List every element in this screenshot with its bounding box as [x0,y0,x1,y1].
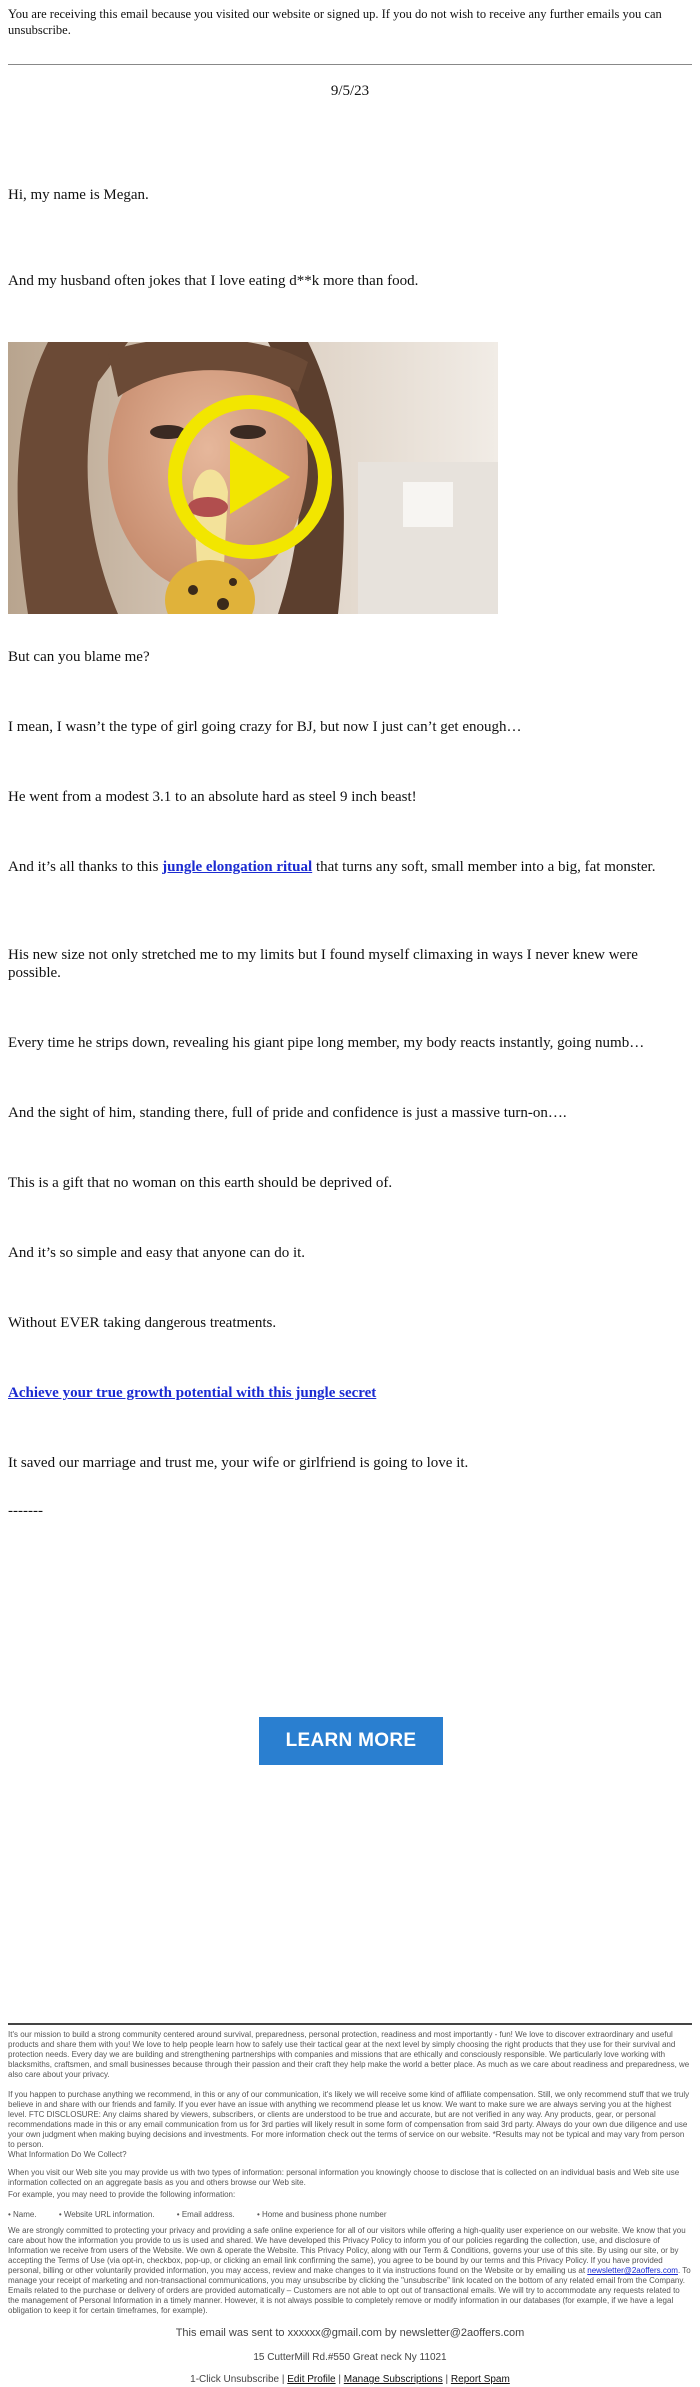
email-date: 9/5/23 [330,83,370,99]
separator: | [338,2374,341,2385]
one-click-unsubscribe[interactable]: 1-Click Unsubscribe [190,2374,280,2385]
jungle-ritual-link[interactable]: jungle elongation ritual [162,859,313,875]
bullet-email: • Email address. [176,2210,235,2219]
paragraph-marriage: It saved our marriage and trust me, your wife or girlfriend is going to love it. [8,1455,469,1471]
divider [8,64,692,65]
paragraph-ritual [8,858,692,876]
paragraph-treatments: Without EVER taking dangerous treatments. [8,1315,277,1331]
paragraph-size: He went from a modest 3.1 to an absolute hard as steel 9 inch beast! [8,789,417,805]
footer-example: For example, you may need to provide the following information: [8,2190,236,2199]
learn-more-button[interactable]: LEARN MORE [259,1717,443,1765]
manage-subscriptions-link[interactable]: Manage Subscriptions [343,2374,443,2385]
newsletter-email-link[interactable]: newsletter@2aoffers.com [587,2266,678,2275]
separator: | [445,2374,449,2385]
footer-privacy-before: We are strongly committed to protecting your privacy and providing a safe online experience for all of our visitors while offering a high-quality user experience on our website. We know that you care about how the information you provide to us is used and shared. We have developed this Privacy Policy to inform you of our policies regarding the collection, use, and disclosure of Information we receive from users of the Website. We own & operate the Website. This Privacy Policy, along with our Term & Conditions, governs your use of this site. By using our site, or by accepting the Terms of Use (via opt-in, checkbox, pop-up, or clicking an email link confirming the same), you agree to be bound by our terms and this Privacy Policy. If you have provided personal, billing or other voluntarily provided information, you may access, review and make changes to it via instructions found on the Website or by emailing us at [8,2226,686,2275]
paragraph-cta-link [8,1384,692,1402]
paragraph-blame: But can you blame me? [8,649,150,665]
paragraph-stretched: His new size not only stretched me to my limits but I found myself climaxing in ways I never knew were possible. [8,947,638,981]
bullet-name: • Name. [8,2210,37,2219]
footer-privacy-after: . To manage your receipt of marketing and non-transactional communications, you may unsubscribe by clicking the "unsubscribe" link located on the bottom of any related email from the Company. Emails related to the purchase or delivery of orders are provided automatically – Customers are not able to opt out of transactional emails. We will try to accommodate any requests related to the management of Personal Information in a timely manner. However, it is not always possible to completely remove or modify information in our databases (for example, if we have a legal obligation to keep it for certain timeframes, for example). [8,2266,691,2315]
thumbnail-image[interactable] [8,342,498,614]
sent-to-line: This email was sent to xxxxxx@gmail.com by newsletter@2aoffers.com [175,2327,525,2339]
footer-mission: It's our mission to build a strong community centered around survival, preparedness, personal protection, readiness and most importantly - fun! We love to discover extraordinary and useful products and share them with you! We love to help people learn how to safely use their tactical gear at the next level by simply choosing the right products that they use for their survival and protection needs. Every day we are building and strengthening partnerships with companies and missions that are ethically and consciously responsible. We particularly love working with blacksmiths, craftsmen, and small businesses because through their passion and their craft they help make the world a better place. As much as we care about readiness and preparedness, we also care about your privacy. [8,2030,690,2079]
bullet-website: • Website URL information. [58,2210,155,2219]
receiving-notice: You are receiving this email because you visited our website or signed up. If you do not wish to receive any further emails you can unsubscribe. [8,7,662,37]
footer-divider [8,2023,692,2025]
paragraph-ritual-after: that turns any soft, small member into a big, fat monster. [312,859,656,875]
footer-collect-text: When you visit our Web site you may provide us with two types of information: personal information you knowingly choose to disclose that is collected on an individual basis and Web site use information collected on an aggregate basis as you and others browse our Web site. [8,2168,680,2187]
paragraph-sight: And the sight of him, standing there, full of pride and confidence is just a massive turn-on…. [8,1105,567,1121]
footer-links [0,2374,700,2385]
video-thumbnail[interactable] [8,342,498,614]
paragraph-strips: Every time he strips down, revealing his giant pipe long member, my body reacts instantly, going numb… [8,1035,645,1051]
paragraph-gift: This is a gift that no woman on this earth should be deprived of. [8,1175,393,1191]
report-spam-link[interactable]: Report Spam [450,2374,510,2385]
paragraph-ritual-before: And it’s all thanks to this [8,859,163,875]
footer-bullet-list [8,2210,692,2220]
mailing-address: 15 CutterMill Rd.#550 Great neck Ny 11021 [253,2352,447,2363]
paragraph-intro: Hi, my name is Megan. [8,187,149,203]
paragraph-joke: And my husband often jokes that I love eating d**k more than food. [8,273,419,289]
edit-profile-link[interactable]: Edit Profile [287,2374,336,2385]
footer-privacy [8,2226,692,2316]
paragraph-dashes: ------- [8,1503,43,1519]
separator: | [281,2374,285,2385]
paragraph-bj: I mean, I wasn’t the type of girl going crazy for BJ, but now I just can’t get enough… [8,719,522,735]
footer-disclosure: If you happen to purchase anything we recommend, in this or any of our communication, it's likely we will receive some kind of affiliate compensation. Still, we only recommend stuff that we truly believe in and share with our friends and family. If you ever have an issue with anything we recommend please let us know. We want to make sure we are always serving you at the highest level. FTC DISCLOSURE: Any claims shared by viewers, subscribers, or clients are understood to be true and accurate, but are not verified in any way. Any products, gear, or personal recommendations made in this or any email communication from us for 3rd parties will likely result in some form of compensation from said 3rd party. Always do your own due diligence and use your own judgment when making buying decisions and investments. For more information check out the terms of service on our website. *Results may not be typical and may vary from person to person. [8,2090,690,2149]
footer-heading-collect: What Information Do We Collect? [8,2150,127,2159]
paragraph-simple: And it’s so simple and easy that anyone can do it. [8,1245,306,1261]
growth-potential-link[interactable]: Achieve your true growth potential with this jungle secret [8,1385,377,1401]
bullet-phone: • Home and business phone number [256,2210,387,2219]
